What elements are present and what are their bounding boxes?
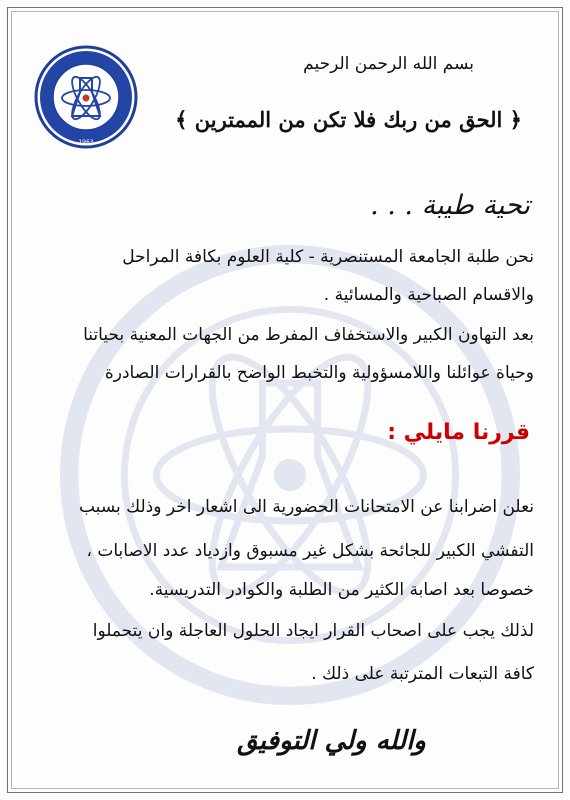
decision-heading: قررنا مايلي : (387, 420, 530, 445)
paragraph-line: والاقسام الصباحية والمسائية . (323, 285, 534, 305)
closing-signoff: والله ولي التوفيق (237, 726, 426, 756)
greeting: تحية طيبة . . . (370, 190, 530, 221)
paragraph-line: بعد التهاون الكبير والاستخفاف المفرط من الجهات المعنية بحياتنا (83, 325, 534, 345)
paragraph-line: وحياة عوائلنا واللامسؤولية والتخبط الواضح بالقرارات الصادرة (104, 363, 534, 383)
basmala: بسم الله الرحمن الرحيم (303, 54, 474, 74)
paragraph-line: التفشي الكبير للجائحة بشكل غير مسبوق وازدياد عدد الاصابات ، (86, 541, 534, 561)
paragraph-line: نعلن اضرابنا عن الامتحانات الحضورية الى اشعار اخر وذلك بسبب (79, 497, 534, 517)
university-logo (34, 44, 138, 150)
paragraph-line: خصوصا بعد اصابة الكثير من الطلبة والكوادر التدريسية. (149, 580, 534, 600)
paragraph-line: نحن طلبة الجامعة المستنصرية - كلية العلوم بكافة المراحل (122, 247, 534, 267)
svg-text:1963: 1963 (78, 139, 94, 146)
quran-verse: ﴿ الحق من ربك فلا تكن من الممترين ﴾ (175, 107, 522, 132)
paragraph-line: كافة التبعات المترتبة على ذلك . (311, 664, 534, 684)
paragraph-line: لذلك يجب على اصحاب القرار ايجاد الحلول العاجلة وان يتحملوا (92, 621, 534, 641)
